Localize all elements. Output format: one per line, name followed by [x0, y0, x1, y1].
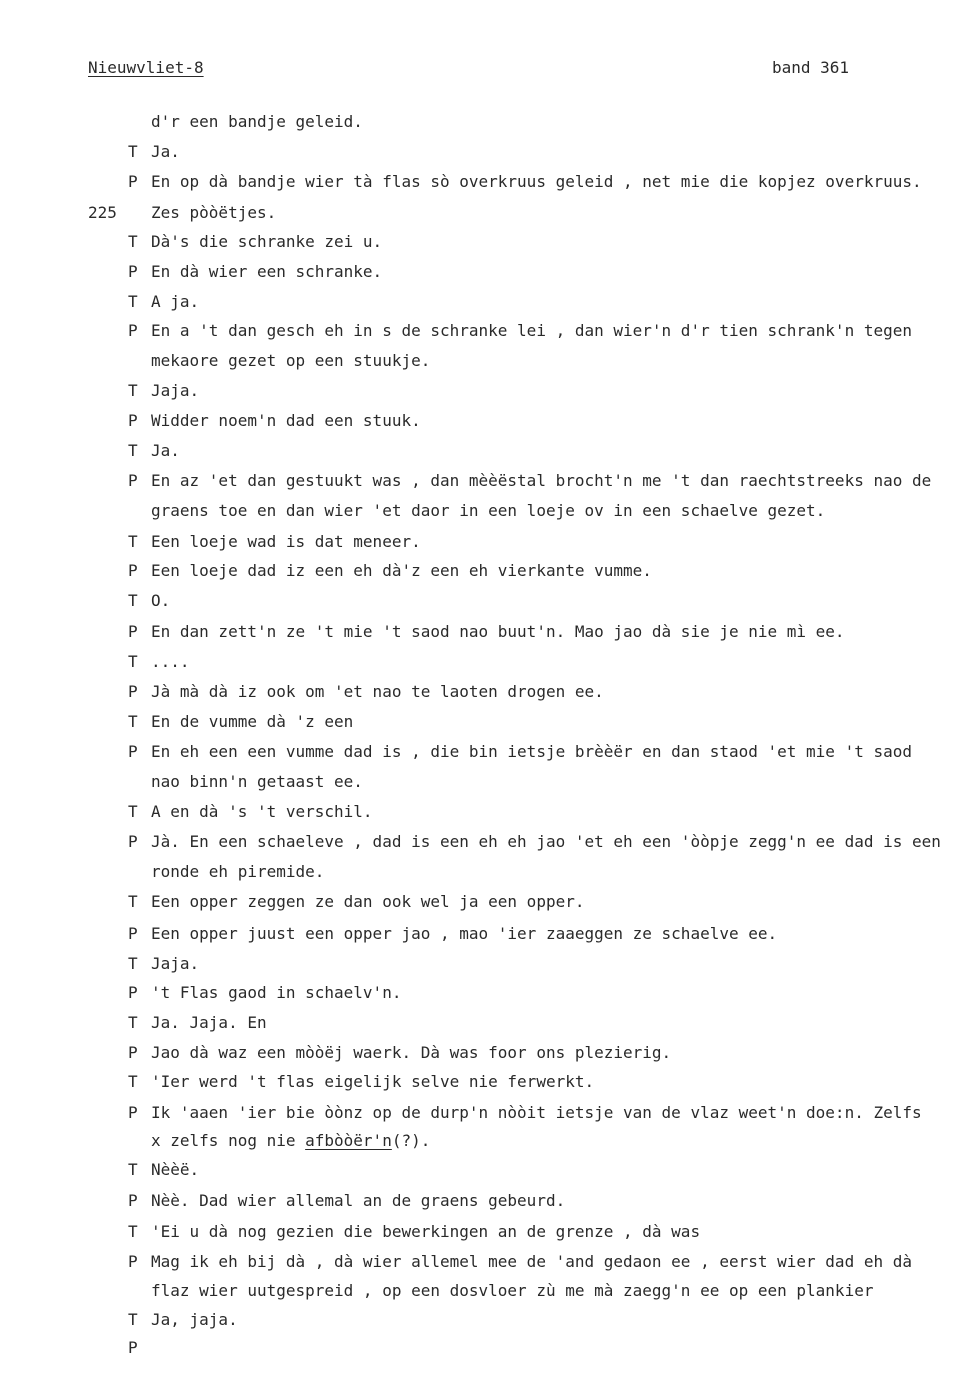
speaker-label: T: [128, 1072, 138, 1091]
speaker-label: P: [128, 172, 138, 191]
speaker-label: P: [128, 1043, 138, 1062]
speaker-label: T: [128, 1013, 138, 1032]
utterance-text: Jà. En een schaeleve , dad is een eh eh jao 'et eh een 'òòpje zegg'n ee dad is een: [151, 832, 941, 851]
utterance-text: En az 'et dan gestuukt was , dan mèèëstal brocht'n me 't dan raechtstreeks nao de: [151, 471, 932, 490]
speaker-label: P: [128, 411, 138, 430]
utterance-text: En eh een een vumme dad is , die bin ietsje brèèër en dan staod 'et mie 't saod: [151, 742, 912, 761]
speaker-label: T: [128, 712, 138, 731]
speaker-label: P: [128, 682, 138, 701]
utterance-text: Ik 'aaen 'ier bie òònz op de durp'n nòòit ietsje van de vlaz weet'n doe:n. Zelfs: [151, 1103, 922, 1122]
utterance-text: Een opper juust een opper jao , mao 'ier zaaeggen ze schaelve ee.: [151, 924, 778, 943]
speaker-label: T: [128, 954, 138, 973]
document-title: Nieuwvliet-8: [88, 58, 204, 77]
utterance-text-post: (?).: [391, 1131, 431, 1150]
speaker-label: P: [128, 471, 138, 490]
utterance-text: Ja. Jaja. En: [151, 1013, 267, 1032]
band-number: band 361: [772, 58, 850, 77]
utterance-text: Ja, jaja.: [151, 1310, 238, 1329]
utterance-text: Nèè. Dad wier allemal an de graens gebeurd.: [151, 1191, 566, 1210]
speaker-label: P: [128, 561, 138, 580]
speaker-label: P: [128, 1103, 138, 1122]
utterance-text: Een opper zeggen ze dan ook wel ja een opper.: [151, 892, 585, 911]
speaker-label: P: [128, 832, 138, 851]
utterance-text: [151, 1131, 430, 1151]
utterance-text: ronde eh piremide.: [151, 862, 325, 881]
utterance-text: Jao dà waz een mòòëj waerk. Dà was foor ons plezierig.: [151, 1043, 672, 1062]
utterance-text: 'Ier werd 't flas eigelijk selve nie ferwerkt.: [151, 1072, 595, 1091]
utterance-text: graens toe en dan wier 'et daor in een loeje ov in een schaelve gezet.: [151, 501, 826, 520]
utterance-text: nao binn'n getaast ee.: [151, 772, 363, 791]
speaker-label: T: [128, 232, 138, 251]
speaker-label: T: [128, 802, 138, 821]
speaker-label: P: [128, 1252, 138, 1271]
speaker-label: P: [128, 321, 138, 340]
utterance-text: En dan zett'n ze 't mie 't saod nao buut'n. Mao jao dà sie je nie mì ee.: [151, 622, 845, 641]
utterance-text: Jà mà dà iz ook om 'et nao te laoten drogen ee.: [151, 682, 604, 701]
utterance-text-pre: x zelfs nog nie: [151, 1131, 306, 1150]
speaker-label: T: [128, 652, 138, 671]
utterance-text: 'Ei u dà nog gezien die bewerkingen an de grenze , dà was: [151, 1222, 701, 1241]
utterance-text: Een loeje wad is dat meneer.: [151, 532, 421, 551]
speaker-label: P: [128, 1191, 138, 1210]
utterance-text: Zes pòòëtjes.: [151, 203, 277, 222]
utterance-text: A ja.: [151, 292, 200, 311]
utterance-text: Dà's die schranke zei u.: [151, 232, 383, 251]
utterance-text: d'r een bandje geleid.: [151, 112, 363, 131]
utterance-text: En de vumme dà 'z een: [151, 712, 354, 731]
speaker-label: T: [128, 532, 138, 551]
utterance-text: Nèèë.: [151, 1160, 200, 1179]
utterance-text: Widder noem'n dad een stuuk.: [151, 411, 421, 430]
speaker-label: T: [128, 292, 138, 311]
speaker-label: T: [128, 142, 138, 161]
line-number: 225: [88, 203, 117, 222]
speaker-label: T: [128, 1310, 138, 1329]
utterance-text: 't Flas gaod in schaelv'n.: [151, 983, 402, 1002]
speaker-label: P: [128, 742, 138, 761]
utterance-text: En op dà bandje wier tà flas sò overkruus geleid , net mie die kopjez overkruus.: [151, 172, 922, 191]
utterance-text: Jaja.: [151, 954, 200, 973]
utterance-text: Mag ik eh bij dà , dà wier allemel mee de 'and gedaon ee , eerst wier dad eh dà: [151, 1252, 912, 1271]
utterance-text: Ja.: [151, 441, 180, 460]
utterance-text: O.: [151, 591, 171, 610]
utterance-text: flaz wier uutgespreid , op een dosvloer zù me mà zaegg'n ee op een plankier: [151, 1281, 874, 1300]
underlined-word: afbòòër'n: [305, 1131, 392, 1150]
utterance-text: Een loeje dad iz een eh dà'z een eh vierkante vumme.: [151, 561, 652, 580]
speaker-label: P: [128, 924, 138, 943]
speaker-label: P: [128, 622, 138, 641]
utterance-text: ....: [151, 652, 190, 671]
speaker-label: P: [128, 983, 138, 1002]
speaker-label: T: [128, 441, 138, 460]
speaker-label: T: [128, 1222, 138, 1241]
speaker-label: T: [128, 892, 138, 911]
utterance-text: mekaore gezet op een stuukje.: [151, 351, 431, 370]
speaker-label: T: [128, 591, 138, 610]
utterance-text: A en dà 's 't verschil.: [151, 802, 373, 821]
utterance-text: En dà wier een schranke.: [151, 262, 383, 281]
speaker-label: T: [128, 381, 138, 400]
utterance-text: En a 't dan gesch eh in s de schranke lei , dan wier'n d'r tien schrank'n tegen: [151, 321, 912, 340]
utterance-text: Ja.: [151, 142, 180, 161]
speaker-label: P: [128, 262, 138, 281]
speaker-label: P: [128, 1338, 138, 1357]
utterance-text: Jaja.: [151, 381, 200, 400]
speaker-label: T: [128, 1160, 138, 1179]
